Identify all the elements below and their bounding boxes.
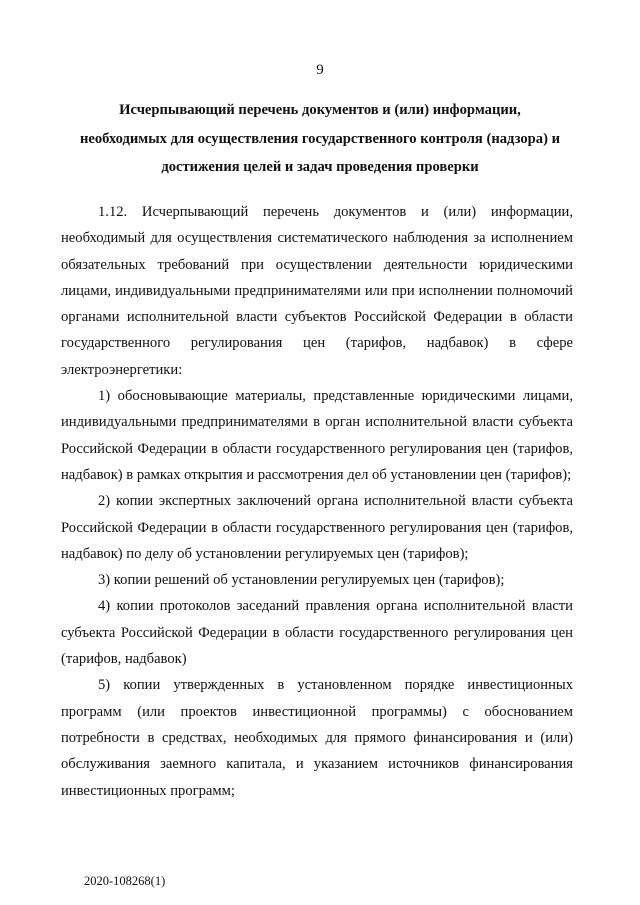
list-item-2: 2) копии экспертных заключений органа исполнительной власти субъекта Российской Федерации в области государственного регулирования цен (тарифов, надбавок) по делу об установлении регулируемых цен (тарифов); — [61, 493, 573, 562]
heading-line-3: достижения целей и задач проведения проверки — [161, 159, 479, 175]
list-item-3: 3) копии решений об установлении регулируемых цен (тарифов); — [98, 572, 505, 589]
heading-line-2: необходимых для осуществления государственного контроля (надзора) и — [79, 130, 561, 147]
section-heading — [58, 96, 582, 182]
paragraph-1-12: 1.12. Исчерпывающий перечень документов и (или) информации, необходимый для осуществления систематического наблюдения за исполнением обязательных требований при осуществлении деятельности юридическими лицами, индивидуальными предпринимателями или при исполнении полномочий органами исполнительной власти субъектов Российской Федерации в области государственного регулирования цен (тарифов, надбавок) в сфере электроэнергетики: — [61, 204, 573, 378]
document-body — [61, 199, 573, 804]
page-number: 9 — [316, 62, 324, 78]
list-item-4: 4) копии протоколов заседаний правления органа исполнительной власти субъекта Российской Федерации в области государственного регулирования цен (тарифов, надбавок) — [61, 598, 573, 668]
heading-line-1: Исчерпывающий перечень документов и (или) информации, — [119, 102, 521, 118]
list-item-5: 5) копии утвержденных в установленном порядке инвестиционных программ (или проектов инвестиционной программы) с обоснованием потребности в средствах, необходимых для прямого финансирования и (или) обслуживания заемного капитала, и указанием источников финансирования инвестиционных программ; — [61, 677, 573, 799]
list-item-1: 1) обосновывающие материалы, представленные юридическими лицами, индивидуальными предпринимателями в орган исполнительной власти субъекта Российской Федерации в области государственного регулирования цен (тарифов, надбавок) в рамках открытия и рассмотрения дел об установлении цен (тарифов); — [61, 388, 573, 483]
document-code: 2020-108268(1) — [84, 874, 166, 888]
